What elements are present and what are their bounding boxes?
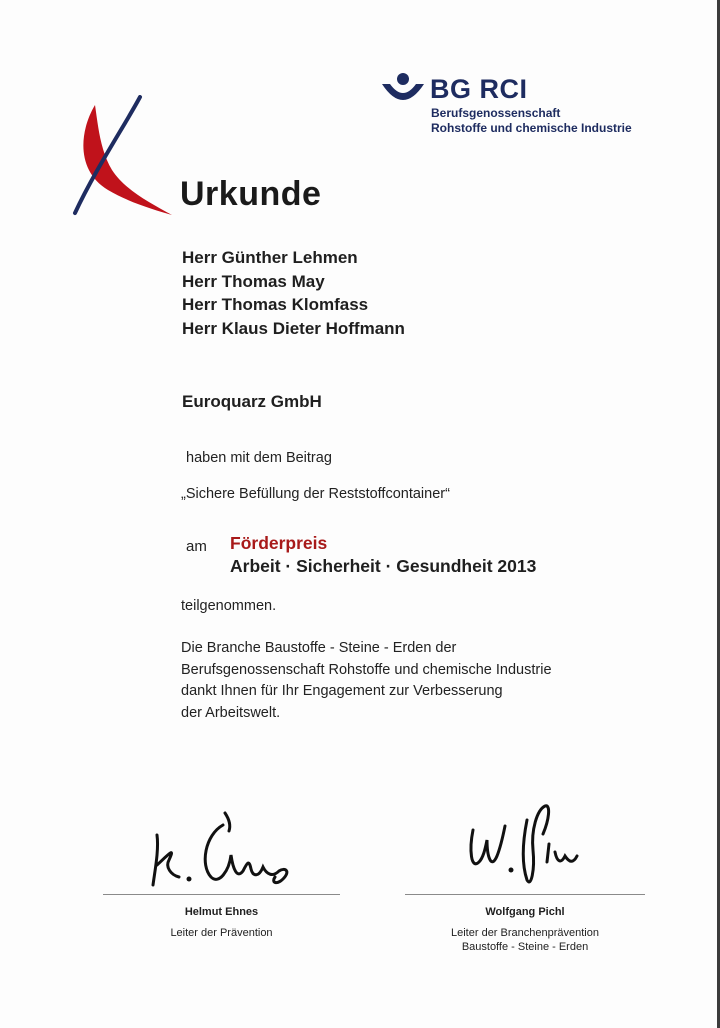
signatory-role: Baustoffe - Steine - Erden: [461, 941, 589, 953]
recipient-name: Herr Thomas May: [182, 271, 325, 291]
bg-rci-logo-mark-icon: [380, 72, 426, 108]
x-mark-icon: [70, 95, 180, 220]
bg-rci-logo: [380, 72, 680, 142]
prize-name: Förderpreis: [230, 533, 328, 553]
signature-ehnes: [145, 805, 305, 890]
recipient-name: Herr Klaus Dieter Hoffmann: [182, 318, 405, 338]
company-name: Euroquarz GmbH: [182, 392, 322, 411]
thanks-line: Die Branche Baustoffe - Steine - Erden der: [181, 640, 457, 656]
signature-pichl: [465, 800, 585, 890]
participated-text: teilgenommen.: [181, 598, 277, 614]
signatory-name: Helmut Ehnes: [184, 906, 259, 918]
logo-name: BG RCI: [430, 74, 528, 104]
prize-prefix: am: [186, 538, 207, 555]
certificate-title: Urkunde: [180, 175, 322, 213]
thanks-line: Berufsgenossenschaft Rohstoffe und chemische Industrie: [181, 661, 552, 678]
thanks-paragraph: [181, 638, 552, 724]
signatory-role: Leiter der Branchenprävention: [451, 927, 599, 939]
signatory-role: Leiter der Prävention: [170, 927, 273, 939]
thanks-line: dankt Ihnen für Ihr Engagement zur Verbesserung: [181, 683, 503, 699]
intro-text: haben mit dem Beitrag: [186, 450, 332, 466]
signatory-name: Wolfgang Pichl: [485, 906, 565, 918]
prize-subtitle: Arbeit · Sicherheit · Gesundheit 2013: [230, 556, 537, 576]
recipient-name: Herr Günther Lehmen: [182, 248, 358, 267]
recipient-name: Herr Thomas Klomfass: [182, 295, 369, 314]
contribution-title: „Sichere Befüllung der Reststoffcontainer“: [181, 486, 450, 502]
signature-line: [405, 894, 645, 895]
logo-subtitle-line2: Rohstoffe und chemische Industrie: [431, 121, 632, 135]
signature-line: [103, 894, 340, 895]
thanks-line: der Arbeitswelt.: [181, 704, 281, 721]
logo-subtitle-line1: Berufsgenossenschaft: [431, 106, 561, 120]
recipient-names: [182, 246, 405, 340]
